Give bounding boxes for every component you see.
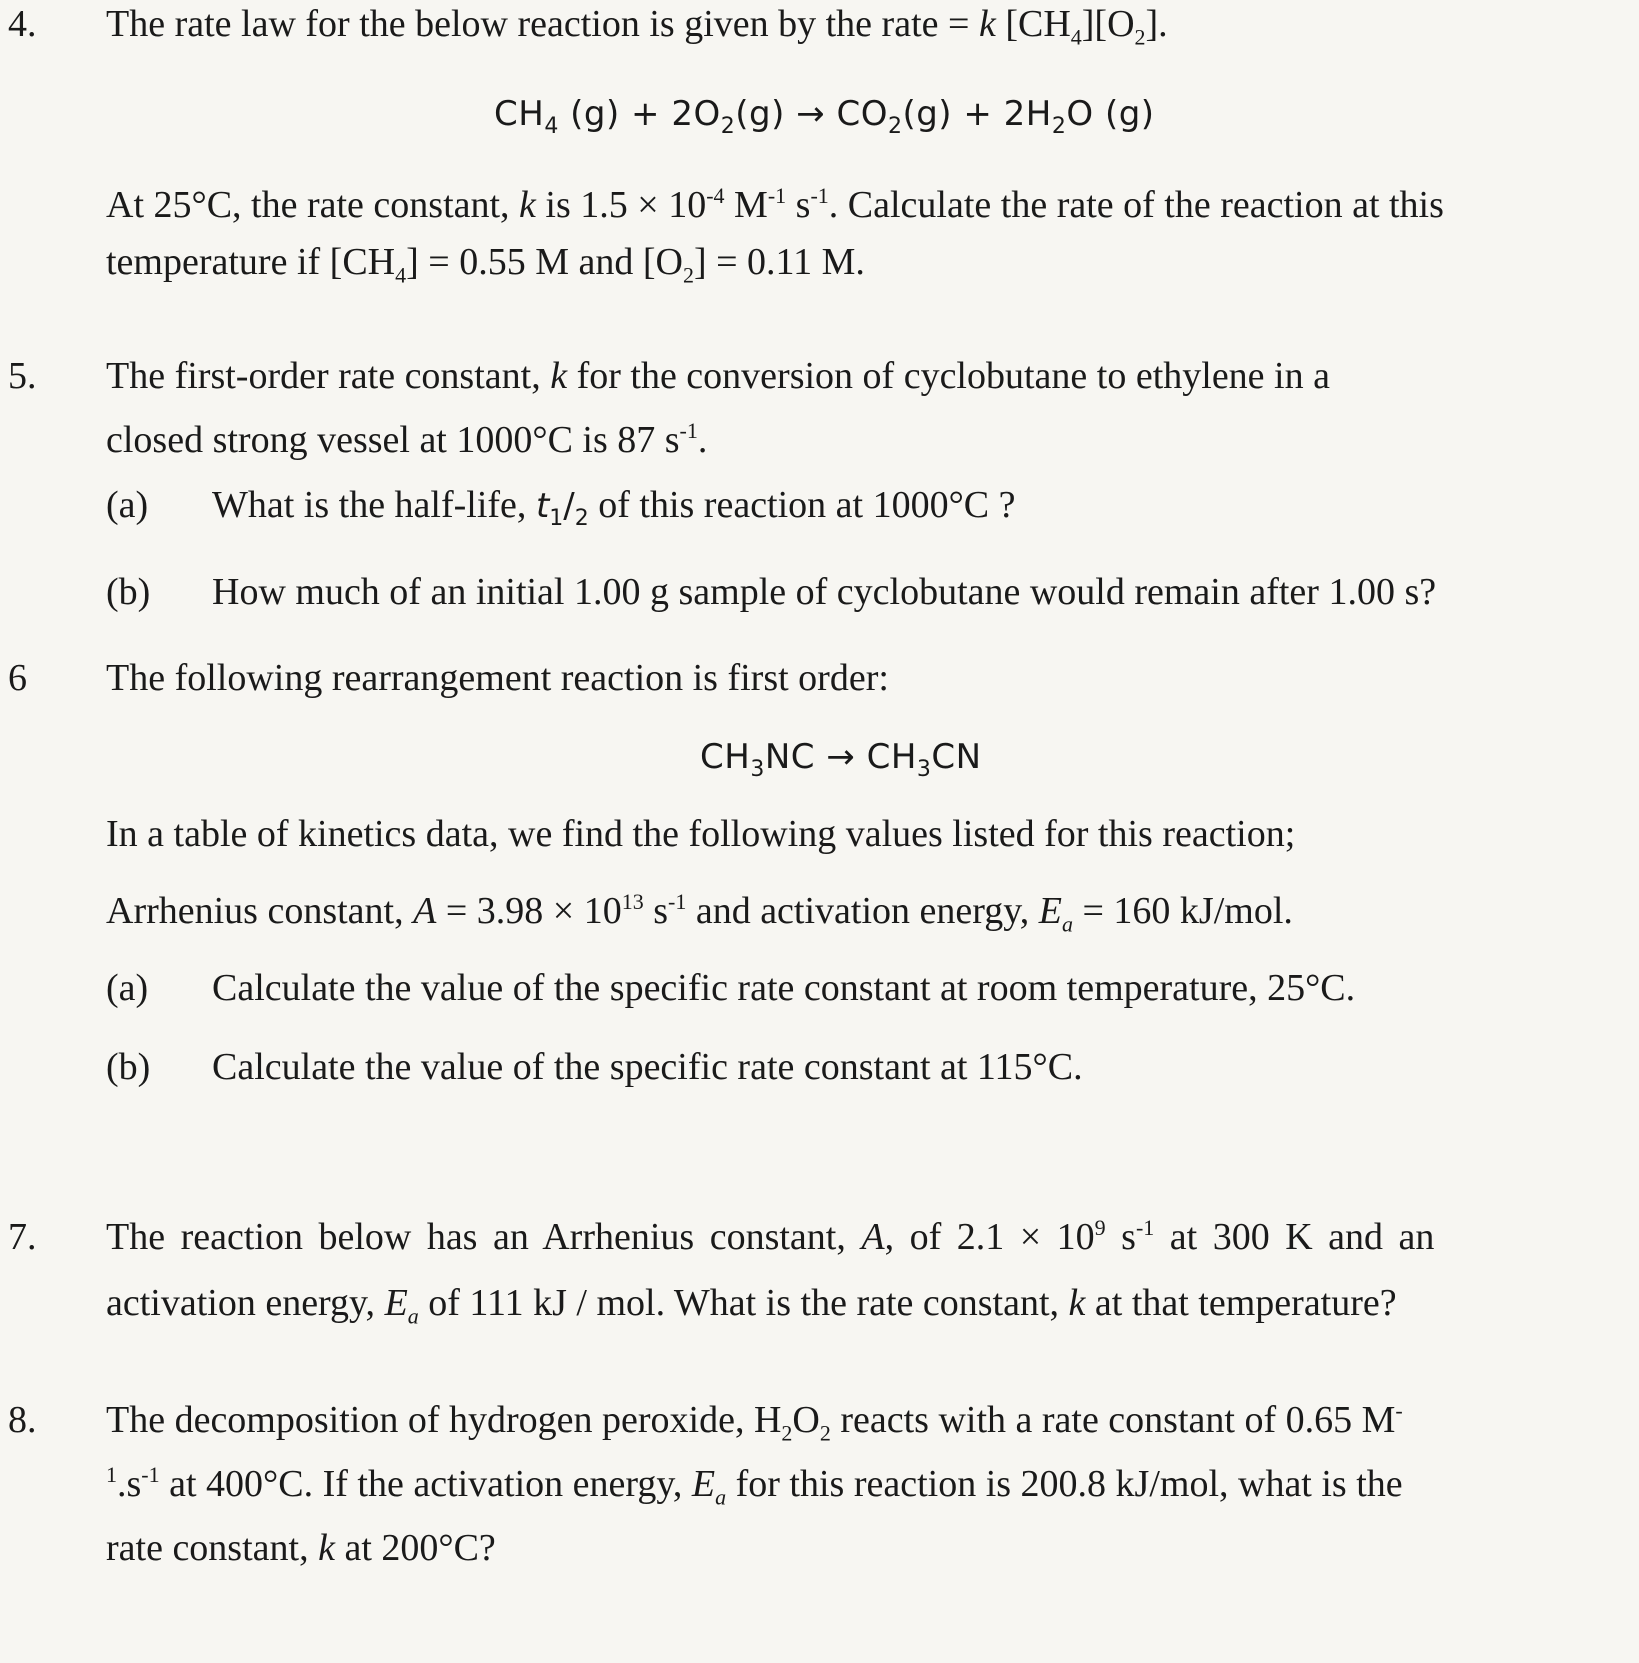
q6-a-label: (a) (106, 967, 149, 1009)
q5-line1: The first-order rate constant, k for the conversion of cyclobutane to ethylene in a (106, 355, 1330, 397)
q8-line2: $^1.s^{-1}$ at 400°C. If the activation energy, $E_a$ for this reaction is 200.8 kJ/mol, what is the (106, 1462, 1403, 1510)
q6-a-text: Calculate the value of the specific rate constant at room temperature, 25°C. (212, 967, 1356, 1009)
q5-line2: closed strong vessel at 1000°C is 87 $s^{-1}$. (106, 418, 708, 461)
q4-line2: At 25°C, the rate constant, k is $1.5 \times 10^{-4}$ $M^{-1}$ $s^{-1}$. Calculate the rate of the reaction at this (106, 183, 1444, 226)
q6-b-label: (b) (106, 1046, 151, 1088)
q8-line3: rate constant, k at 200°C? (106, 1527, 496, 1569)
q5-b-text: How much of an initial 1.00 g sample of cyclobutane would remain after 1.00 s? (212, 571, 1437, 613)
q4-line1: The rate law for the below reaction is given by the rate = k $[CH_4][O_2]$. (106, 3, 1168, 50)
q6-b-text: Calculate the value of the specific rate constant at 115°C. (212, 1046, 1083, 1088)
q6-line3: Arrhenius constant, $A = 3.98 \times 10^{13}$ $s^{-1}$ and activation energy, $E_a = 160$ kJ/mol. (106, 889, 1293, 937)
q7-line1: The reaction below has an Arrhenius constant, A, of $2.1 \times 10^9$ $s^{-1}$ at 300 K and an (106, 1215, 1435, 1258)
q5-a-text: What is the half-life, $t_1/_2$ of this reaction at 1000°C ? (212, 484, 1016, 531)
q5-number: 5. (8, 355, 37, 397)
q6-equation: $CH_3NC \to CH_3CN$ (700, 737, 982, 782)
q5-b-label: (b) (106, 571, 151, 613)
q8-line1: The decomposition of hydrogen peroxide, $H_2O_2$ reacts with a rate constant of 0.65 M- (106, 1398, 1403, 1446)
q7-line2: activation energy, $E_a$ of 111 kJ / mol. What is the rate constant, k at that temperature? (106, 1282, 1397, 1329)
q4-number: 4. (8, 3, 37, 45)
q8-number: 8. (8, 1399, 37, 1441)
q5-a-label: (a) (106, 484, 149, 526)
q7-number: 7. (8, 1216, 37, 1258)
q6-line2: In a table of kinetics data, we find the following values listed for this reaction; (106, 813, 1296, 855)
q6-line1: The following rearrangement reaction is first order: (106, 657, 889, 699)
q6-number: 6 (8, 657, 27, 699)
q4-line3: temperature if $[CH_4] = 0.55$ M and $[O_2] = 0.11$ M. (106, 241, 865, 288)
q4-equation: $CH_4$ $(g) + 2O_2(g) \to CO_2(g) + 2H_2O$ (g) (494, 94, 1155, 139)
